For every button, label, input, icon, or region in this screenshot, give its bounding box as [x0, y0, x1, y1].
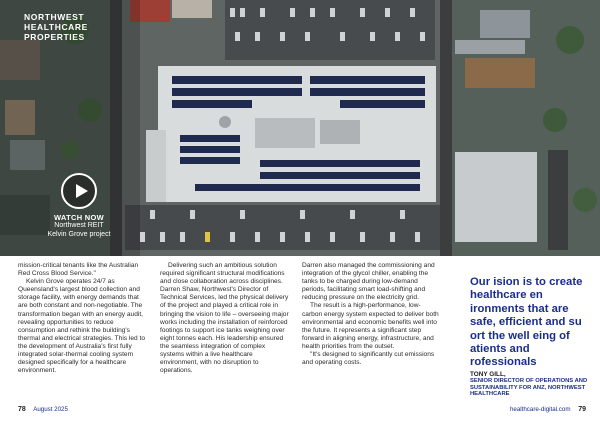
- paragraph: mission-critical tenants like the Australian Red Cross Blood Service.": [18, 262, 139, 278]
- issue-date: August 2025: [33, 406, 68, 413]
- paragraph: The result is a high-performance, low-carbon energy system expected to deliver both environmental and economic benefits well into the future. It represents a significant step forward in aligning energy, infrastructure, and health priorities from the outset.: [302, 302, 439, 350]
- quote-attribution-role: SENIOR DIRECTOR OF OPERATIONS AND SUSTAINABILITY FOR ANZ, NORTHWEST HEALTHCARE: [470, 378, 588, 398]
- footer-right: [510, 406, 586, 414]
- video-caption-line1: Northwest REIT: [54, 222, 104, 229]
- footer-left: [18, 406, 68, 414]
- video-caption-line2: Kelvin Grove project: [47, 230, 111, 238]
- article-column-3: [302, 262, 440, 367]
- page-number-left: 78: [18, 406, 26, 413]
- pull-quote: Our ision is to create healthcare en ironments that are safe, efficient and su ort the well eing of atients and rofessionals: [470, 276, 583, 369]
- website-link[interactable]: healthcare-digital.com: [509, 406, 571, 413]
- play-video-button[interactable]: [61, 173, 97, 209]
- article-column-1: [18, 262, 148, 375]
- article-column-2: [160, 262, 290, 375]
- watch-now-label[interactable]: WATCH NOW: [53, 213, 105, 222]
- paragraph: Kelvin Grove operates 24/7 as Queensland's largest blood collection and storage facility, with energy demands that are both constant and non-negotiable. The transformation began with an energy audit, revealing opportunities to reduce consumption and rethink the building's thermal and electrical strategies. This led to the development of Australia's first fully integrated solar-thermal cooling system designed specifically for a healthcare environment.: [18, 278, 146, 375]
- paragraph: "It's designed to significantly cut emissions and operating costs.: [302, 351, 435, 367]
- paragraph: Delivering such an ambitious solution required significant structural modifications and close collaboration across disciplines. Darren Shaw, Northwest's Director of Technical Services, led the physical delivery of the project and played a critical role in bringing the vision to life – overseeing major works including the installation of reinforced footings to support ice tanks weighing over eight tonnes each. His leadership ensured the seamless integration of complex systems within a live healthcare environment, with no disruption to operations.: [160, 262, 289, 375]
- video-caption: [20, 222, 138, 239]
- paragraph: Darren also managed the commissioning and integration of the glycol chiller, enabling the tanks to be charged during low-demand periods, facilitating smart load-shifting and reducing pressure on the electricity grid.: [302, 262, 435, 302]
- page-number-right: 79: [578, 406, 586, 413]
- quote-attribution-name: TONY GILL,: [470, 371, 506, 378]
- section-title: NORTHWEST HEALTHCARE PROPERTIES: [24, 12, 88, 42]
